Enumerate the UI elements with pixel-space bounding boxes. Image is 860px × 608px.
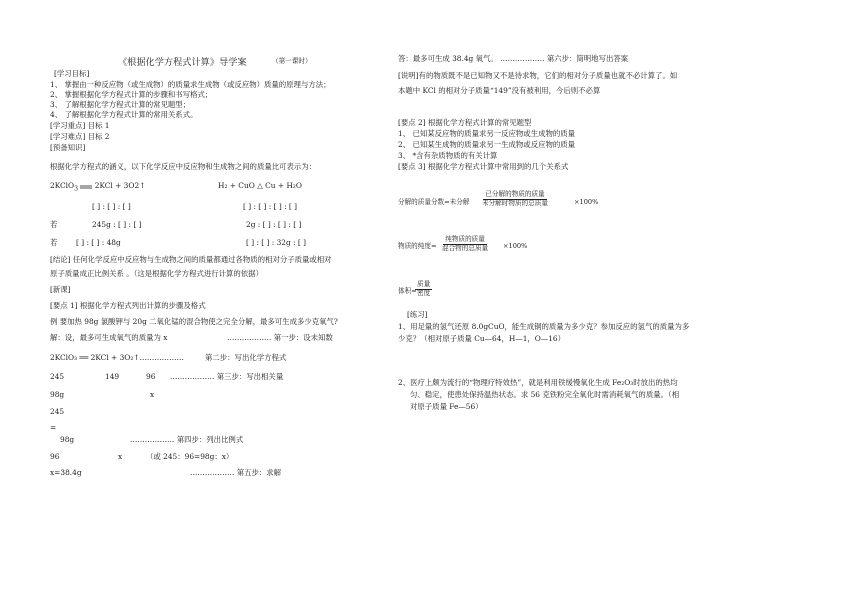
conclusion-line1: [结论] 任何化学反应中反应物与生成物之间的质量都通过各物质的相对分子质量或相对 (50, 255, 332, 264)
new-lesson-header: [新课] (50, 285, 71, 294)
prep-header: [预备知识] (50, 143, 86, 152)
objective-2: 2、 掌握根据化学方程式计算的步骤和书写格式； (50, 90, 213, 99)
solution-setup: 解：设，最多可生成氧气的质量为 x (50, 333, 168, 342)
conclusion-line2: 原子质量成正比例关系 。（这是根据化学方程式进行计算的依据） (50, 269, 263, 278)
ratio-row2-label: 若 (50, 220, 58, 229)
step2-equation: 2KClO₃ ══ 2KCl + 3O₂↑……………… (50, 353, 184, 362)
proportion-equals: = (50, 423, 57, 432)
formula1-label: 分解的质量分数=未分解 (398, 198, 470, 206)
objectives-header: [学习目标] (54, 69, 90, 78)
formula2-numerator: 纯物质的质量 (445, 235, 485, 243)
proportion-96: 96 (50, 452, 60, 461)
formula3-fraction (415, 281, 432, 298)
ratio-row3-a: [ ] : [ ] : 48g (76, 238, 121, 247)
ratio-row2-b: 2g : [ ] : [ ] : [ ] (246, 220, 302, 229)
proportion-245: 245 (50, 407, 65, 416)
value-98g: 98g (50, 390, 65, 399)
formula2-percent: ×100% (503, 242, 528, 250)
point2-header: [要点 2] 根据化学方程式计算的常见题型 (398, 118, 532, 127)
answer-line: 答：最多可生成 38.4g 氧气。 ……………… 第六步：简明地写出答案 (398, 54, 629, 63)
step2: 第二步：写出化学方程式 (205, 353, 287, 362)
equation-cuo: H₂ + CuO △ Cu + H₂O (218, 181, 302, 190)
formula1-percent: ×100% (574, 198, 599, 206)
ratio-row2-a: 245g : [ ] : [ ] (92, 220, 142, 229)
note-line2: 本题中 KCl 的相对分子质量“149”没有被利用，今后则不必算 (398, 86, 601, 95)
ratio-row3-b: [ ] : [ ] : 32g : [ ] (246, 238, 307, 247)
formula3-numerator: 质量 (417, 280, 431, 288)
formula2-denominator: 混合物的总质量 (442, 243, 489, 252)
proportion-x: x (118, 452, 123, 461)
alternative-proportion: （或 245：96=98g：x） (146, 452, 234, 461)
value-96: 96 (146, 372, 156, 381)
proportion-98g: 98g (60, 435, 75, 444)
question1-line2: 少克？（相对原子质量 Cu—64，H—1，O—16） (398, 334, 566, 343)
question1-line1: 1、用足量的氢气还原 8.0gCuO，能生成铜的质量为多少克？参加反应的氢气的质量为多 (398, 322, 690, 331)
formula1-denominator: 未分解时物质的总质量 (482, 198, 548, 207)
objective-3: 3、 了解根据化学方程式计算的常见题型； (50, 100, 191, 109)
value-x: x (150, 390, 155, 399)
equation-kclo3: 2KClO$_3$ 2KCl + 3O2↑ (50, 181, 146, 193)
formula1-fraction (480, 191, 550, 208)
type-3: 3、 *含有杂质物质的有关计算 (398, 151, 498, 160)
step5: ……………… 第五步：求解 (190, 468, 282, 477)
practice-header: [练习] (407, 310, 428, 319)
type-1: 1、 已知某反应物的质量求另一反应物或生成物的质量 (398, 129, 576, 138)
example-question: 例 要加热 98g 氯酸钾与 20g 二氧化锰的混合物使之完全分解，最多可生成多少克氧气? (50, 317, 338, 326)
formula2-fraction (440, 236, 490, 253)
result: x=38.4g (50, 468, 82, 477)
value-245: 245 (50, 372, 65, 381)
prep-text: 根据化学方程式的涵义，以下化学反应中反应物和生成物之间的质量比可表示为： (50, 162, 317, 171)
ratio-row3-label: 若 (50, 238, 58, 247)
question2-line2: 匀、稳定，使患处保持温热状态。求 56 克铁粉完全氧化时需消耗氧气的质量。（相 (410, 390, 680, 399)
point1-header: [要点 1] 根据化学方程式列出计算的步骤及格式 (50, 301, 206, 310)
formula3-denominator: 密度 (417, 288, 431, 297)
formula1-numerator: 已分解的物质的质量 (485, 190, 545, 198)
point3-header: [要点 3] 根据化学方程式计算中常用到的几个关系式 (398, 162, 569, 171)
type-2: 2、 已知某生成物的质量求另一生成物或反应物的质量 (398, 140, 576, 149)
step1: ……………… 第一步：设未知数 (227, 333, 333, 342)
value-149: 149 (105, 372, 120, 381)
ratio-row1-b: [ ] : [ ] : [ ] : [ ] (243, 202, 298, 211)
step3: ……………… 第三步：写出相关量 (170, 372, 284, 381)
objective-4: 4、 了解根据化学方程式计算的常用关系式。 (50, 110, 198, 119)
page-subtitle: （第一课时） (272, 57, 312, 65)
objective-1: 1、 掌握由一种反应物（或生成物）的质量求生成物（或反应物）质量的原理与方法； (50, 80, 331, 89)
question2-line1: 2、医疗上颇为流行的“物理疗特效热”，就是利用铁缓慢氧化生成 Fe₂O₃时放出的热均 (398, 378, 678, 387)
formula3-label: 体积= (398, 287, 417, 295)
step4: ……………… 第四步：列出比例式 (130, 435, 244, 444)
formula2-label: 物质的纯度= (398, 242, 437, 250)
question2-line3: 对原子质量 Fe—56） (410, 402, 483, 411)
ratio-row1-a: [ ] : [ ] : [ ] (92, 202, 131, 211)
reaction-arrow-icon (80, 182, 92, 190)
note-line1: [说明]有的物质既不是已知物又不是待求物，它们的相对分子质量也就不必计算了。如 (398, 71, 678, 80)
learning-focus: [学习重点] 目标 1 (50, 121, 110, 130)
learning-difficulty: [学习难点] 目标 2 (50, 132, 110, 141)
page-title: 《根据化学方程式计算》导学案 (118, 57, 247, 68)
